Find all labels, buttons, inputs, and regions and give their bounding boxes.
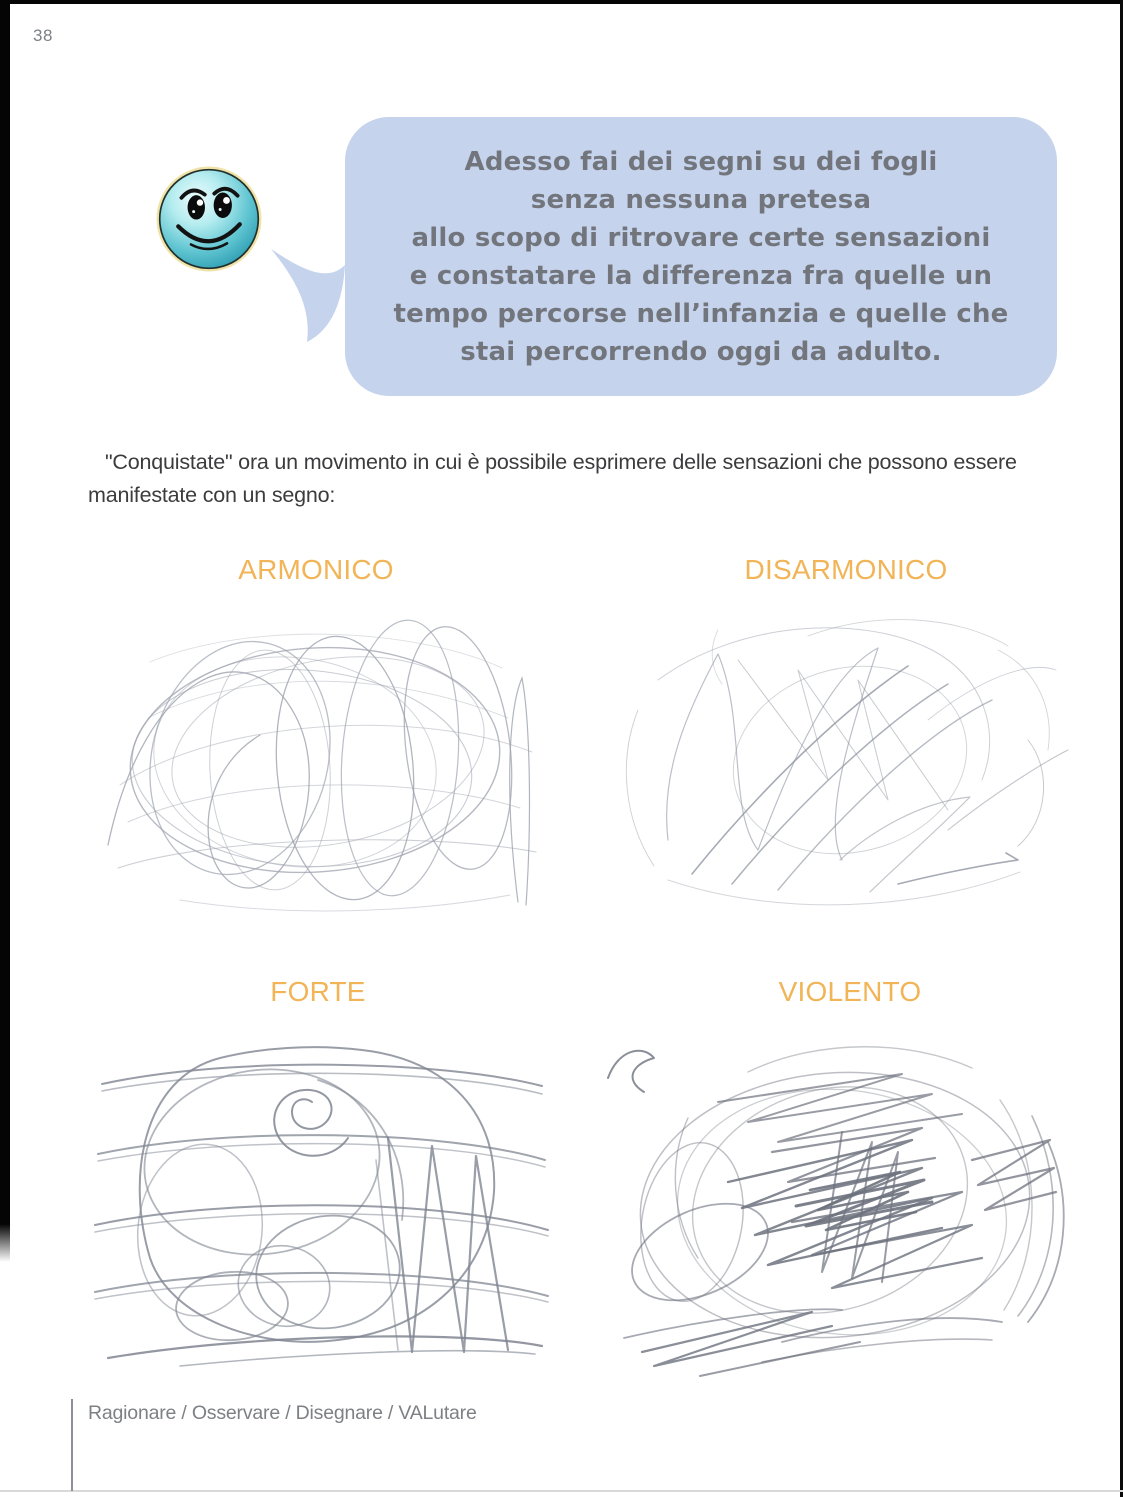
intro-paragraph: "Conquistate" ora un movimento in cui è possibile esprimere delle sensazioni che possono essere manifestate con un segno: xyxy=(88,450,1017,507)
label-disarmonico: DISARMONICO xyxy=(744,554,948,585)
speech-bubble xyxy=(345,117,1057,396)
footer-method-text: Ragionare / Osservare / Disegnare / VALutare xyxy=(88,1402,477,1424)
speech-bubble-line: tempo percorse nell’infanzia e quelle che xyxy=(393,298,1009,329)
scan-edge-bottom xyxy=(0,1490,1123,1492)
scan-edge-left xyxy=(0,0,10,1262)
speech-bubble-line: stai percorrendo oggi da adulto. xyxy=(460,336,942,367)
forte-drawing xyxy=(80,1020,560,1370)
label-forte: FORTE xyxy=(270,976,366,1007)
speech-bubble-line: e constatare la differenza fra quelle un xyxy=(409,260,993,291)
scan-edge-top xyxy=(0,0,1123,4)
violento-drawing xyxy=(580,1020,1080,1380)
speech-bubble-line: Adesso fai dei segni su dei fogli xyxy=(464,146,938,177)
label-violento: VIOLENTO xyxy=(778,976,922,1007)
label-armonico: ARMONICO xyxy=(238,554,394,585)
speech-bubble-line: allo scopo di ritrovare certe sensazioni xyxy=(411,222,991,253)
page-number: 38 xyxy=(33,26,53,45)
footer-divider xyxy=(71,1399,73,1491)
smiley-face-icon xyxy=(156,166,262,272)
speech-bubble-tail-icon xyxy=(271,249,345,346)
disarmonico-drawing xyxy=(600,592,1080,917)
armonico-drawing xyxy=(90,600,550,930)
speech-bubble-line: senza nessuna pretesa xyxy=(530,184,872,215)
